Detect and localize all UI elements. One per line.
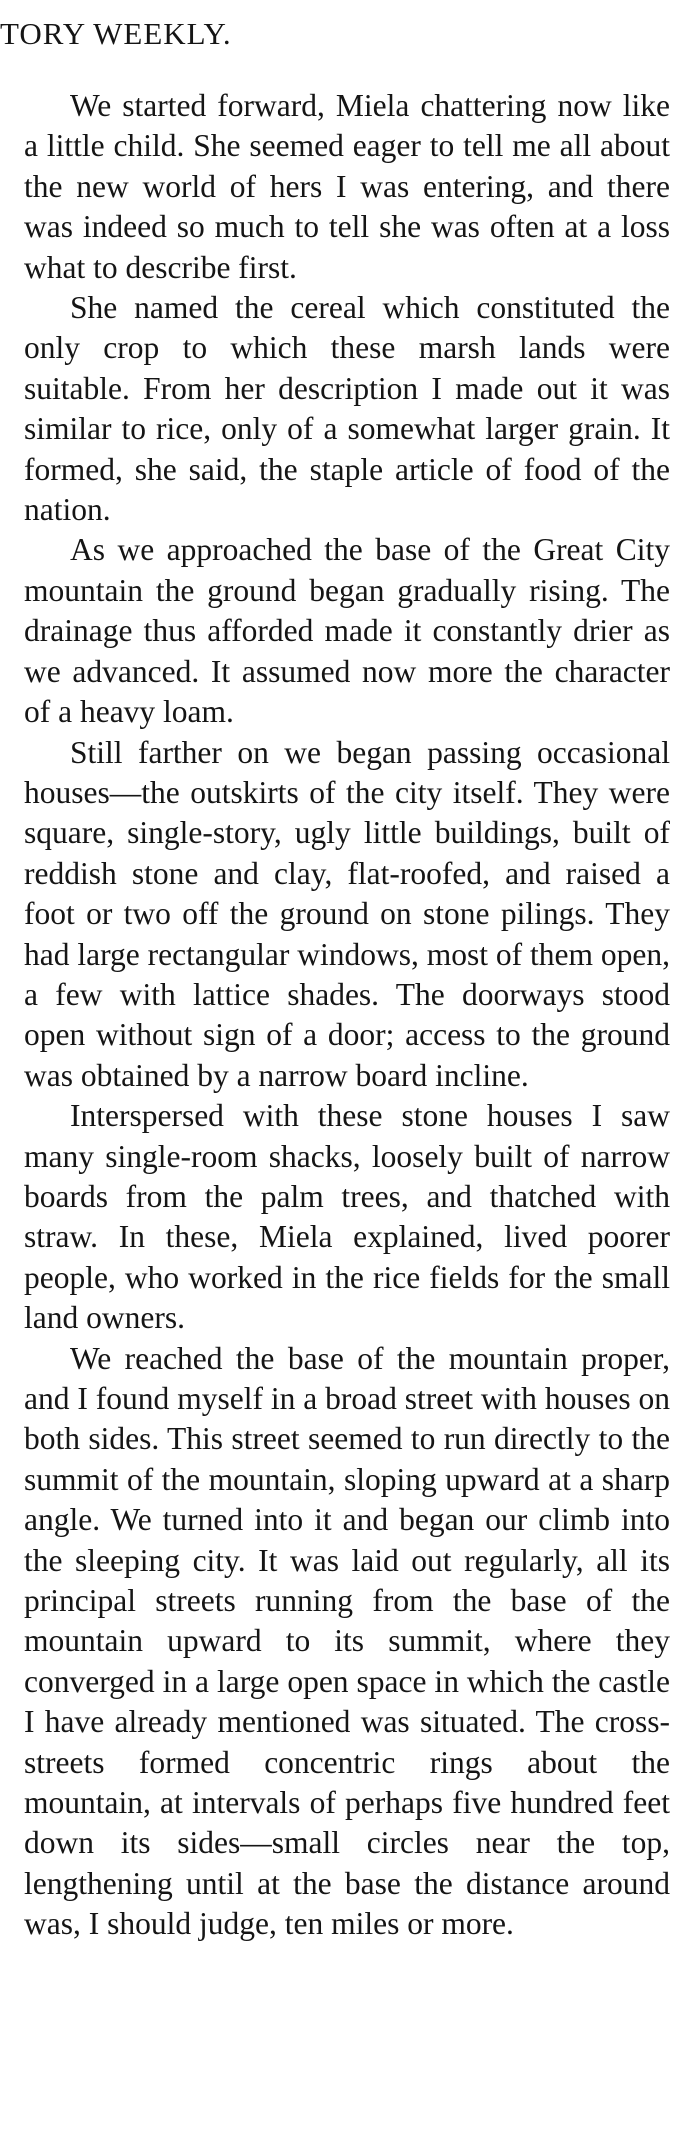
paragraph-5: Interspersed with these stone houses I saw many single-room shacks, loosely built of narrow boards from the palm trees, and thatched with straw. In these, Miela explained, lived poorer people, who worked in the rice fields for the small land owners. [24, 1098, 670, 1336]
paragraph-2: She named the cereal which constituted the only crop to which these marsh lands were suitable. From her description I made out it was similar to rice, only of a somewhat larger grain. It formed, she said, the staple article of food of the nation. [24, 290, 670, 528]
text-column [24, 86, 670, 1945]
paragraph-6: We reached the base of the mountain proper, and I found myself in a broad street with houses on both sides. This street seemed to run directly to the summit of the mountain, sloping upward at a sharp angle. We turned into it and began our climb into the sleeping city. It was laid out regularly, all its principal streets running from the base of the mountain upward to its summit, where they converged in a large open space in which the castle I have already mentioned was situated. The cross-streets formed concentric rings about the mountain, at intervals of perhaps five hundred feet down its sides—small circles near the top, lengthening until at the base the distance around was, I should judge, ten miles or more. [24, 1340, 670, 1942]
paragraph-1: We started forward, Miela chattering now like a little child. She seemed eager to tell me all about the new world of hers I was entering, and there was indeed so much to tell she was often at a loss what to describe first. [24, 88, 670, 285]
running-head: TORY WEEKLY. [0, 16, 232, 51]
paragraph-4: Still farther on we began passing occasional houses—the outskirts of the city itself. They were square, single-story, ugly little buildings, built of reddish stone and clay, flat-roofed, and raised a foot or two off the ground on stone pilings. They had large rectangular windows, most of them open, a few with lattice shades. The doorways stood open without sign of a door; access to the ground was obtained by a narrow board incline. [24, 734, 670, 1093]
paragraph-3: As we approached the base of the Great City mountain the ground began gradually rising. The drainage thus afforded made it constantly drier as we advanced. It assumed now more the character of a heavy loam. [24, 532, 670, 730]
